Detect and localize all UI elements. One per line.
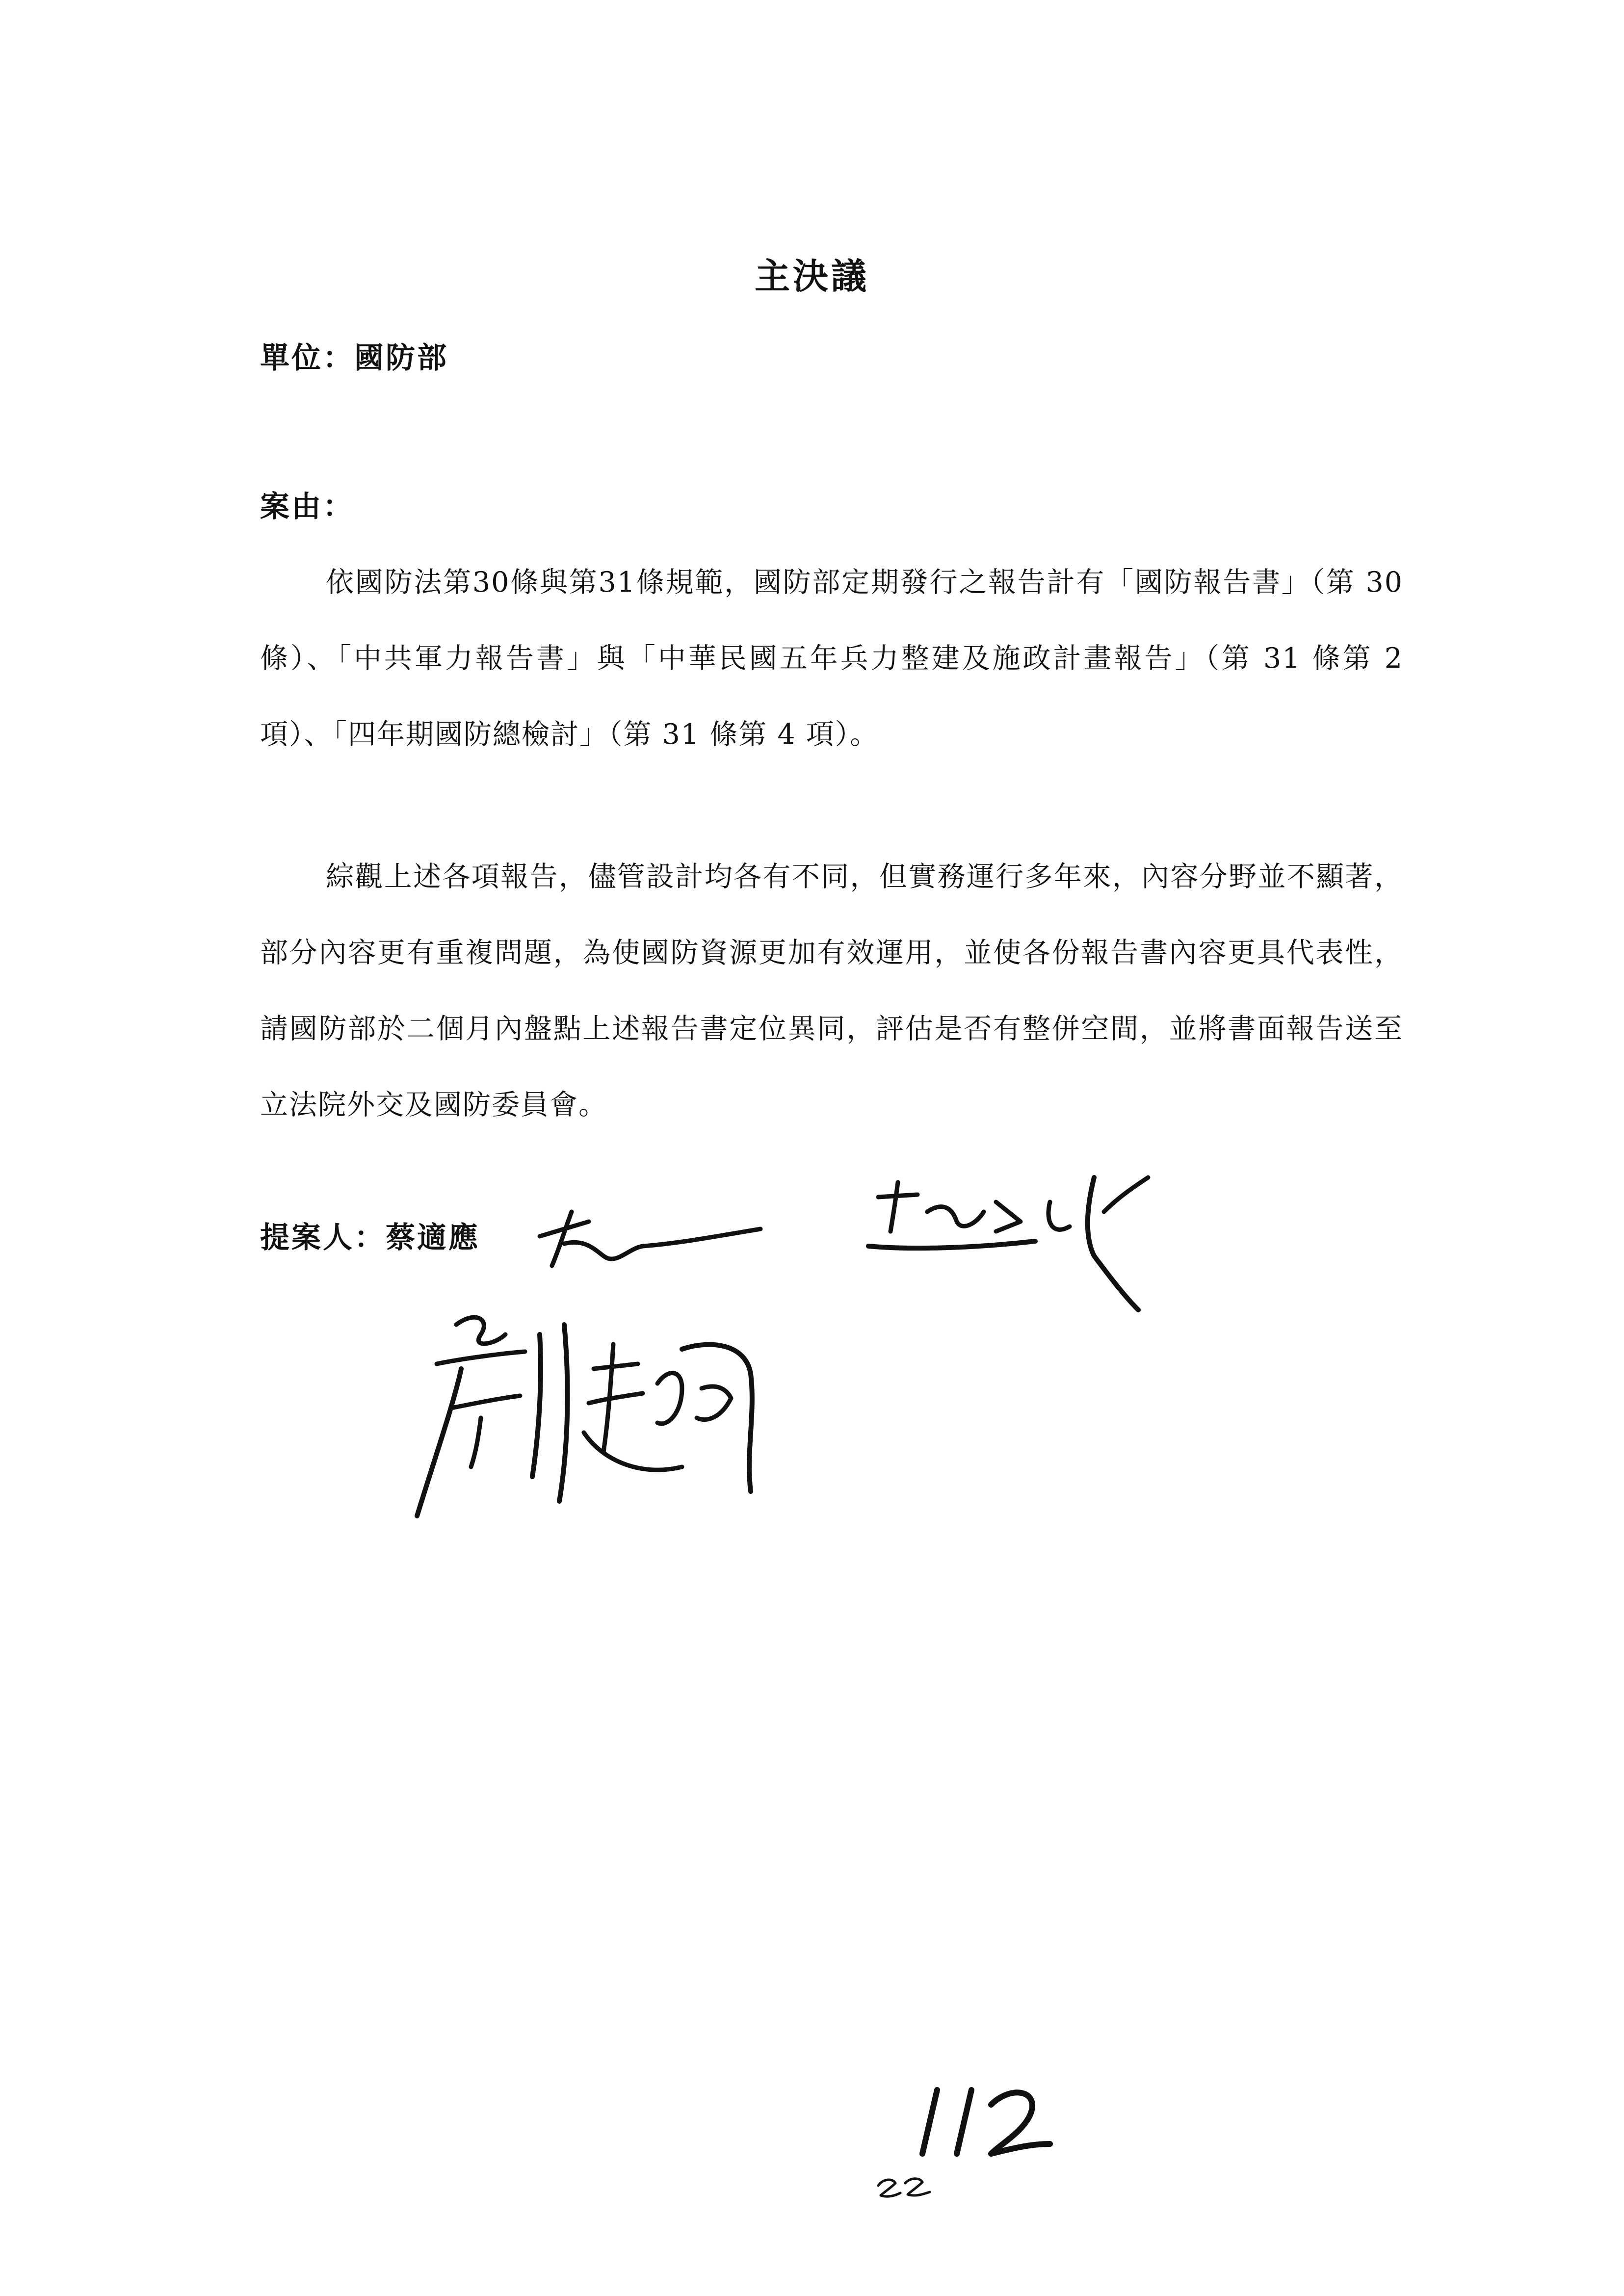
signature-1 [530, 1202, 765, 1280]
handwritten-footer-mark [873, 2173, 937, 2203]
handwritten-page-number [903, 2080, 1060, 2164]
proposer-line: 提案人：蔡適應 [260, 1221, 480, 1255]
signature-2 [864, 1168, 1168, 1315]
case-paragraph-1: 依國防法第30條與第31條規範，國防部定期發行之報告計有「國防報告書」（第 30 條）、「中共軍力報告書」與「中華民國五年兵力整建及施政計畫報告」（第 31 條第 2 項）、「四年期國防總檢討」（第 31 條第 4 項）。 [260, 566, 1403, 751]
signature-3 [407, 1305, 800, 1521]
case-paragraph-2: 綜觀上述各項報告，儘管設計均各有不同，但實務運行多年來，內容分野並不顯著，部分內容更有重複問題，為使國防資源更加有效運用，並使各份報告書內容更具代表性，請國防部於二個月內盤點上述報告書定位異同，評估是否有整併空間，並將書面報告送至立法院外交及國防委員會。 [260, 861, 1403, 1121]
unit-line: 單位：國防部 [260, 341, 448, 375]
case-label: 案由： [260, 490, 354, 524]
document-title: 主決議 [754, 255, 869, 297]
